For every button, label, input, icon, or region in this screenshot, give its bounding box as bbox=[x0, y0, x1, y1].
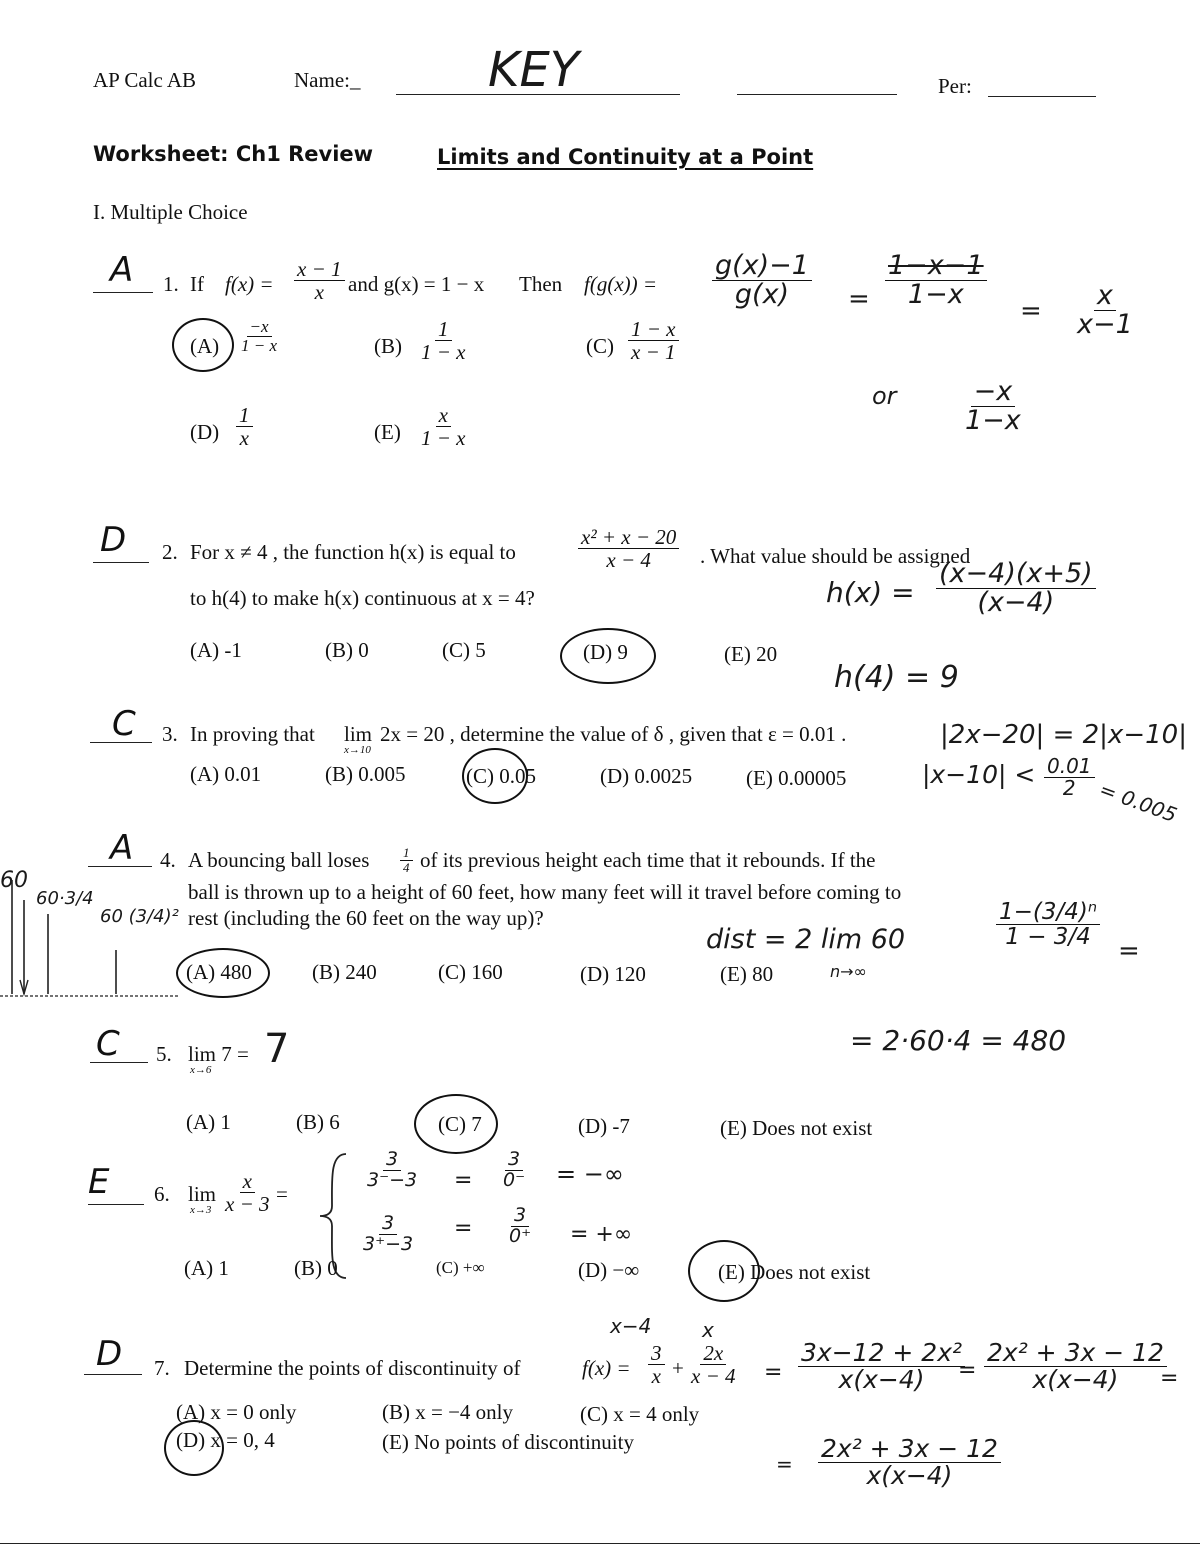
q1-e-num: x bbox=[436, 404, 451, 427]
q6-number: 6. bbox=[154, 1182, 170, 1206]
q5-choice-e[interactable]: (E) Does not exist bbox=[720, 1116, 873, 1140]
q7-work-c-num: 2x² + 3x − 12 bbox=[818, 1436, 1001, 1463]
q1-work-o-den: 1−x bbox=[965, 405, 1021, 437]
q6-work-bot2-den: 0⁺ bbox=[509, 1224, 532, 1247]
q7-t1-num: 3 bbox=[648, 1342, 665, 1365]
q7-choice-a[interactable]: (A) x = 0 only bbox=[176, 1400, 297, 1424]
q2-h-den: x − 4 bbox=[606, 548, 651, 573]
q2-answer-mark: D bbox=[100, 520, 127, 560]
q1-f-den: x bbox=[314, 280, 324, 305]
q1-number: 1. bbox=[163, 272, 179, 296]
q1-then: Then bbox=[519, 272, 563, 296]
q6-choice-d[interactable]: (D) −∞ bbox=[578, 1258, 640, 1282]
q7-t1-den: x bbox=[651, 1364, 661, 1389]
q6-answer-line[interactable] bbox=[88, 1204, 144, 1205]
q4-sketch-60: 60 bbox=[0, 868, 28, 893]
q1-stem-if: If bbox=[190, 272, 204, 296]
q4-choice-a[interactable]: (A) 480 bbox=[186, 960, 252, 984]
q6-work-top-frac1 bbox=[364, 1150, 420, 1191]
q7-term1 bbox=[648, 1342, 665, 1387]
q2-choice-d[interactable]: (D) 9 bbox=[583, 640, 628, 664]
q7-work-frac-c bbox=[818, 1436, 1001, 1490]
q6-work-top2-num: 3 bbox=[505, 1150, 523, 1171]
q4-frac bbox=[400, 846, 413, 874]
q4-stem-c: ball is thrown up to a height of 60 feet, how many feet will it travel before coming to bbox=[188, 880, 902, 904]
q1-choice-d-frac bbox=[236, 404, 253, 449]
q6-lim-sub: x→3 bbox=[190, 1204, 212, 1216]
q4-bounce-sketch bbox=[0, 880, 190, 1010]
q7-work-above1: x−4 bbox=[610, 1314, 652, 1338]
q3-choice-d[interactable]: (D) 0.0025 bbox=[600, 764, 693, 788]
q4-choice-e[interactable]: (E) 80 bbox=[720, 962, 774, 986]
name-label: Name:_ bbox=[294, 68, 361, 92]
q1-work-frac2 bbox=[885, 252, 987, 310]
q7-work-eq4: = bbox=[776, 1452, 793, 1476]
q5-choice-b[interactable]: (B) 6 bbox=[296, 1110, 340, 1134]
q1-work-g-den: g(x) bbox=[734, 279, 790, 311]
q2-h-frac bbox=[578, 526, 679, 571]
q6-work-top-frac2 bbox=[500, 1150, 528, 1191]
q4-work-dist: dist = 2 lim 60 bbox=[706, 924, 906, 955]
q6-den: x − 3 bbox=[225, 1192, 270, 1217]
q5-choice-c[interactable]: (C) 7 bbox=[438, 1112, 482, 1136]
q1-choice-a-frac bbox=[238, 318, 280, 355]
q1-work-frac1 bbox=[712, 252, 812, 310]
q3-number: 3. bbox=[162, 722, 178, 746]
q1-choice-c[interactable] bbox=[586, 334, 614, 359]
q1-choice-c-frac bbox=[628, 318, 679, 363]
q6-work-top-num: 3 bbox=[383, 1150, 401, 1171]
q2-work-result: h(4) = 9 bbox=[834, 660, 959, 695]
q2-number: 2. bbox=[162, 540, 178, 564]
q7-choice-b[interactable]: (B) x = −4 only bbox=[382, 1400, 514, 1424]
q7-work-eq1: = bbox=[764, 1360, 783, 1385]
q4-work-frac bbox=[996, 900, 1100, 949]
per-line[interactable] bbox=[988, 96, 1096, 97]
q6-choice-b[interactable]: (B) 0 bbox=[294, 1256, 338, 1280]
q6-choice-c[interactable]: (C) +∞ bbox=[436, 1258, 485, 1277]
q5-answer-mark: C bbox=[96, 1024, 120, 1064]
q4-frac-den: 4 bbox=[403, 859, 410, 875]
q1-work-r-num: x bbox=[1094, 282, 1116, 311]
q6-num: x bbox=[240, 1170, 255, 1193]
q1-choice-a[interactable] bbox=[190, 334, 219, 359]
q3-lim: lim bbox=[344, 722, 373, 746]
q1-a-den: 1 − x bbox=[241, 335, 278, 355]
q1-work-frac3 bbox=[1074, 282, 1136, 340]
q4-answer-mark: A bbox=[110, 828, 134, 868]
q5-choice-d[interactable]: (D) -7 bbox=[578, 1114, 630, 1138]
q3-work-num: 0.01 bbox=[1044, 756, 1095, 778]
q7-number: 7. bbox=[154, 1356, 170, 1380]
q4-frac-num: 1 bbox=[400, 846, 413, 861]
q5-number: 5. bbox=[156, 1042, 172, 1066]
q6-answer-mark: E bbox=[88, 1162, 110, 1202]
q7-work-above2: x bbox=[702, 1318, 714, 1342]
q2-choice-a[interactable]: (A) -1 bbox=[190, 638, 242, 662]
q6-choice-a[interactable]: (A) 1 bbox=[184, 1256, 229, 1280]
q3-answer-mark: C bbox=[112, 704, 136, 744]
q7-work-a-den: x(x−4) bbox=[838, 1365, 925, 1395]
q6-work-bot-frac1 bbox=[360, 1214, 416, 1255]
q4-work-dist-sub: n→∞ bbox=[830, 962, 867, 981]
q6-work-bot-num: 3 bbox=[379, 1214, 397, 1235]
q3-work-line2-lhs: |x−10| < bbox=[922, 760, 1036, 789]
q1-work-s-den: 1−x bbox=[907, 279, 964, 311]
q4-choice-c[interactable]: (C) 160 bbox=[438, 960, 503, 984]
q1-choice-a-label: (A) bbox=[190, 334, 220, 358]
q6-work-bot-den: 3⁺−3 bbox=[363, 1232, 414, 1255]
q1-work-r-den: x−1 bbox=[1077, 309, 1133, 341]
q2-work-lhs: h(x) = bbox=[826, 576, 915, 609]
q3-work-line2-rhs: = 0.005 bbox=[1096, 776, 1181, 828]
q7-work-frac-a bbox=[798, 1340, 965, 1394]
q6-work-bot-frac2 bbox=[506, 1206, 534, 1247]
q5-choice-a[interactable]: (A) 1 bbox=[186, 1110, 231, 1134]
q7-term2 bbox=[688, 1342, 739, 1387]
q1-choice-e-label: (E) bbox=[374, 420, 401, 444]
q1-choice-d-label: (D) bbox=[190, 420, 220, 444]
q6-work-bot2-num: 3 bbox=[511, 1206, 529, 1227]
q6-lim: lim bbox=[188, 1182, 217, 1206]
name-value: KEY bbox=[488, 42, 580, 98]
q3-work-line2-frac bbox=[1044, 756, 1095, 799]
q1-work-o-num: −x bbox=[971, 378, 1016, 407]
q4-stem-b: of its previous height each time that it rebounds. If the bbox=[420, 848, 876, 872]
q3-choice-e[interactable]: (E) 0.00005 bbox=[746, 766, 847, 790]
q1-c-num: 1 − x bbox=[628, 318, 679, 341]
q7-stem: Determine the points of discontinuity of bbox=[184, 1356, 521, 1380]
q7-t2-num: 2x bbox=[700, 1342, 726, 1365]
q6-work-bot-eq: = bbox=[454, 1216, 473, 1241]
q6-work-top-res: = −∞ bbox=[556, 1160, 624, 1188]
q3-stem-a: In proving that bbox=[190, 722, 315, 746]
q1-answer-mark: A bbox=[110, 250, 134, 290]
worksheet-subtitle: Limits and Continuity at a Point bbox=[437, 145, 814, 169]
q6-choice-e[interactable]: (E) Does not exist bbox=[718, 1260, 871, 1284]
q7-f-lhs: f(x) = bbox=[582, 1356, 631, 1380]
q2-h-num: x² + x − 20 bbox=[578, 526, 679, 549]
q2-choice-e[interactable]: (E) 20 bbox=[724, 642, 778, 666]
q1-d-num: 1 bbox=[236, 404, 253, 427]
q3-work-den: 2 bbox=[1062, 776, 1076, 800]
q7-t2-den: x − 4 bbox=[691, 1364, 736, 1389]
q7-work-b-num: 2x² + 3x − 12 bbox=[984, 1340, 1167, 1367]
q1-work-eq2: = bbox=[1020, 296, 1042, 326]
q1-work-eq1: = bbox=[848, 284, 870, 314]
q3-lim-sub: x→10 bbox=[344, 744, 371, 756]
q2-work-frac bbox=[936, 560, 1096, 618]
q1-e-den: 1 − x bbox=[421, 426, 466, 451]
q7-answer-line[interactable] bbox=[84, 1374, 142, 1375]
q2-stem-b: . What value should be assigned bbox=[700, 544, 971, 568]
name-line-2[interactable] bbox=[737, 94, 897, 95]
q1-f-frac bbox=[294, 258, 345, 303]
q1-b-num: 1 bbox=[435, 318, 452, 341]
q1-answer-line[interactable] bbox=[93, 292, 153, 293]
course-label: AP Calc AB bbox=[93, 68, 197, 92]
q6-frac bbox=[222, 1170, 273, 1215]
q1-choice-b-label: (B) bbox=[374, 334, 402, 358]
q1-choice-d[interactable] bbox=[190, 420, 219, 445]
q1-fog: f(g(x)) = bbox=[584, 272, 658, 296]
q1-choice-e-frac bbox=[418, 404, 469, 449]
q1-c-den: x − 1 bbox=[631, 340, 676, 365]
q2-choice-b[interactable]: (B) 0 bbox=[325, 638, 369, 662]
q1-work-s-num: 1−x−1 bbox=[885, 252, 987, 281]
q2-choice-c[interactable]: (C) 5 bbox=[442, 638, 486, 662]
q2-work-den: (x−4) bbox=[977, 587, 1055, 619]
q7-work-c-den: x(x−4) bbox=[866, 1461, 953, 1491]
worksheet-title: Worksheet: Ch1 Review bbox=[93, 142, 374, 166]
q7-choice-e[interactable]: (E) No points of discontinuity bbox=[382, 1430, 634, 1454]
q4-work-num: 1−(3/4)ⁿ bbox=[996, 900, 1100, 925]
q4-sketch-60-34: 60·3/4 bbox=[36, 888, 94, 909]
q5-handwritten-answer: 7 bbox=[264, 1026, 290, 1072]
per-label: Per: bbox=[938, 74, 972, 98]
q7-choice-d[interactable]: (D) x = 0, 4 bbox=[176, 1428, 275, 1452]
q1-d-den: x bbox=[239, 426, 249, 451]
q6-eq: = bbox=[276, 1182, 288, 1206]
q5-lim-sub: x→6 bbox=[190, 1064, 212, 1076]
q4-stem-d: rest (including the 60 feet on the way up)? bbox=[188, 906, 544, 930]
q7-choice-c[interactable]: (C) x = 4 only bbox=[580, 1402, 700, 1426]
section-heading: I. Multiple Choice bbox=[93, 200, 248, 224]
q4-stem-a: A bouncing ball loses bbox=[188, 848, 370, 872]
q1-work-frac4 bbox=[962, 378, 1024, 436]
q1-work-g-num: g(x)−1 bbox=[712, 252, 812, 281]
q1-b-den: 1 − x bbox=[421, 340, 466, 365]
q4-choice-d[interactable]: (D) 120 bbox=[580, 962, 646, 986]
q4-work-result: = 2·60·4 = 480 bbox=[850, 1024, 1067, 1057]
q7-work-a-num: 3x−12 + 2x² bbox=[798, 1340, 965, 1367]
q4-choice-b[interactable]: (B) 240 bbox=[312, 960, 377, 984]
q7-plus: + bbox=[672, 1356, 684, 1380]
q1-choice-c-label: (C) bbox=[586, 334, 614, 358]
q1-work-or: or bbox=[872, 382, 897, 410]
q3-work-line1: |2x−20| = 2|x−10| bbox=[940, 720, 1187, 750]
q3-choice-c[interactable]: (C) 0.05 bbox=[466, 764, 536, 788]
q1-f-lhs: f(x) = bbox=[225, 272, 274, 296]
q2-work-num: (x−4)(x+5) bbox=[936, 560, 1096, 589]
q4-sketch-60-sq: 60 (3/4)² bbox=[100, 906, 179, 927]
q6-work-top-eq: = bbox=[454, 1168, 473, 1193]
q1-f-num: x − 1 bbox=[294, 258, 345, 281]
q7-work-eq2: = bbox=[958, 1358, 977, 1383]
q7-work-b-den: x(x−4) bbox=[1032, 1365, 1119, 1395]
q3-choice-a[interactable]: (A) 0.01 bbox=[190, 762, 262, 786]
q2-answer-line[interactable] bbox=[93, 562, 149, 563]
q3-choice-b[interactable]: (B) 0.005 bbox=[325, 762, 406, 786]
q1-choice-b[interactable] bbox=[374, 334, 402, 359]
q2-stem-a: For x ≠ 4 , the function h(x) is equal to bbox=[190, 540, 516, 564]
q6-work-top-den: 3⁻−3 bbox=[367, 1168, 418, 1191]
q1-choice-e[interactable] bbox=[374, 420, 401, 445]
q6-work-bot-res: = +∞ bbox=[570, 1222, 633, 1247]
q7-work-frac-b bbox=[984, 1340, 1167, 1394]
q1-choice-b-frac bbox=[418, 318, 469, 363]
q1-a-num: −x bbox=[247, 318, 272, 337]
q1-and-g: and g(x) = 1 − x bbox=[348, 272, 485, 296]
q7-answer-mark: D bbox=[96, 1334, 123, 1374]
q4-work-den: 1 − 3/4 bbox=[1005, 924, 1091, 951]
q4-work-eq: = bbox=[1118, 936, 1140, 966]
q5-lim: lim 7 = bbox=[188, 1042, 249, 1066]
q7-work-eq3: = bbox=[1160, 1366, 1179, 1391]
q6-work-top2-den: 0⁻ bbox=[503, 1168, 526, 1191]
bottom-rule bbox=[0, 1543, 1200, 1544]
q3-stem-b: 2x = 20 , determine the value of δ , given that ε = 0.01 . bbox=[380, 722, 847, 746]
q4-number: 4. bbox=[160, 848, 176, 872]
q2-stem-c: to h(4) to make h(x) continuous at x = 4? bbox=[190, 586, 535, 610]
